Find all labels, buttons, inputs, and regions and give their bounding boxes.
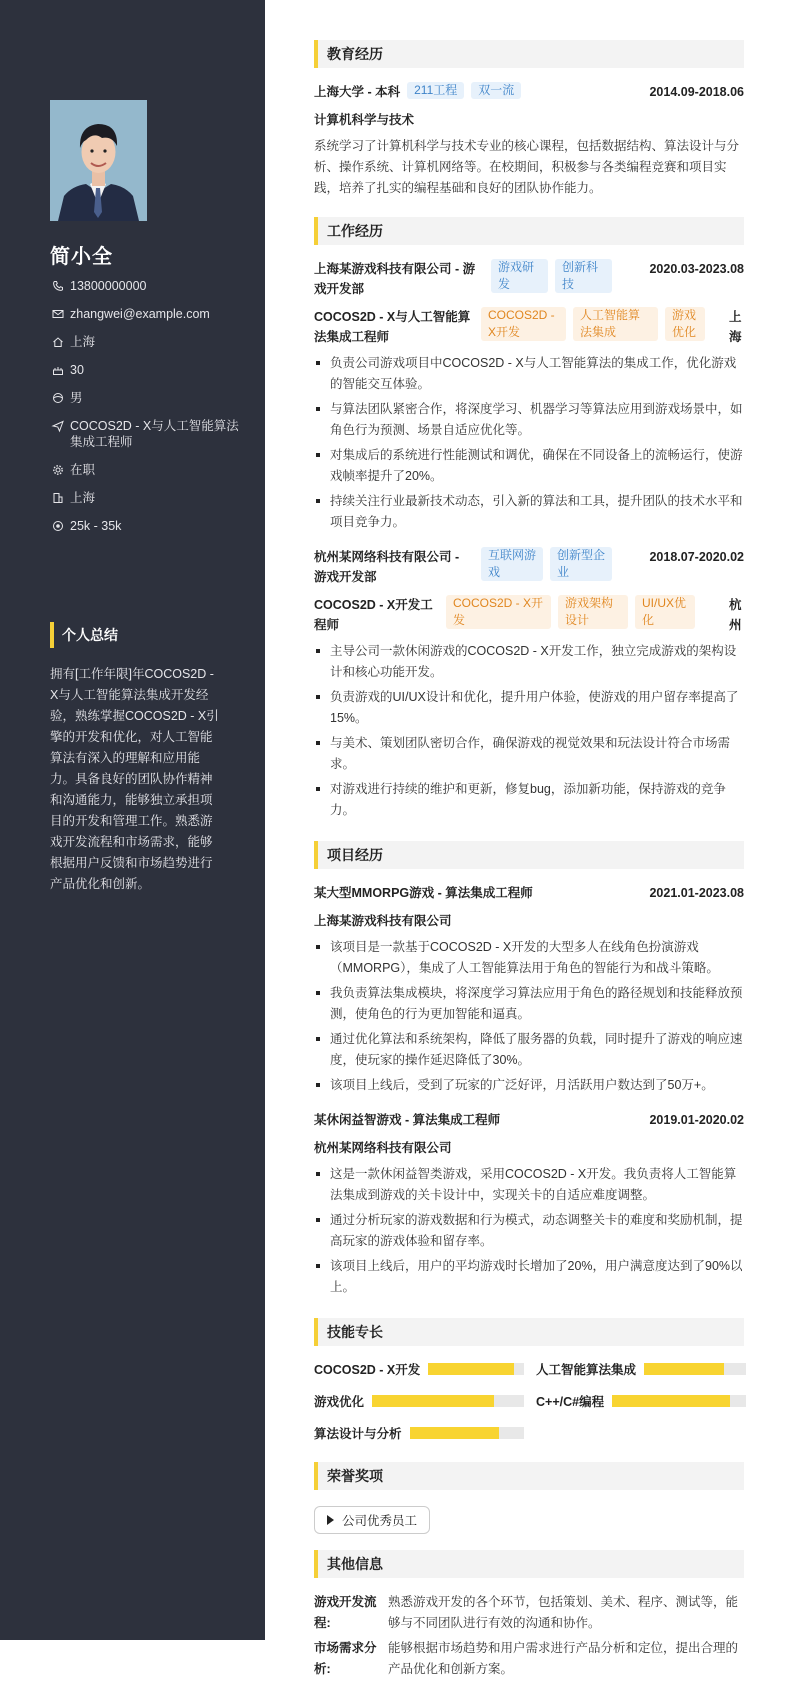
- work-company: 上海某游戏科技有限公司 - 游戏开发部: [314, 262, 476, 296]
- work-bullets: [314, 353, 744, 533]
- other-value: 能够根据市场趋势和用户需求进行产品分析和定位，提出合理的产品优化和创新方案。: [388, 1641, 739, 1676]
- home-icon: [50, 334, 66, 350]
- skill-item: [314, 1392, 524, 1410]
- other-item: [314, 1638, 744, 1680]
- skill-bar-fill: [612, 1395, 730, 1407]
- project-head: [314, 883, 744, 903]
- list-item: 对游戏进行持续的维护和更新，修复bug，添加新功能，保持游戏的竞争力。: [314, 779, 744, 821]
- main-content: [314, 40, 744, 1684]
- work-head: [314, 547, 744, 587]
- work-role-tag: 游戏优化: [665, 307, 705, 341]
- mail-icon: [50, 306, 66, 322]
- info-phone: [50, 278, 250, 294]
- list-item: 对集成后的系统进行性能测试和调优，确保在不同设备上的流畅运行，使游戏帧率提升了20%。: [314, 445, 744, 487]
- project-bullets: [314, 937, 744, 1096]
- gear-icon: [50, 462, 66, 478]
- skill-name: COCOS2D - X开发: [314, 1363, 421, 1377]
- skill-bar: [644, 1363, 746, 1375]
- skill-bar: [428, 1363, 524, 1375]
- work-role: COCOS2D - X开发工程师: [314, 598, 433, 632]
- info-age: [50, 362, 250, 378]
- education-tag: 211工程: [407, 82, 464, 99]
- work-company-tag: 游戏研发: [491, 259, 548, 293]
- other-item: [314, 1592, 744, 1634]
- skills-title: 技能专长: [314, 1318, 744, 1346]
- list-item: 负责公司游戏项目中COCOS2D - X与人工智能算法的集成工作，优化游戏的智能交互体验。: [314, 353, 744, 395]
- list-item: 与算法团队紧密合作，将深度学习、机器学习等算法应用到游戏场景中，如角色行为预测、场景自适应优化等。: [314, 399, 744, 441]
- project-bullets: [314, 1164, 744, 1298]
- skill-bar: [372, 1395, 524, 1407]
- skill-bar-fill: [372, 1395, 494, 1407]
- phone-icon: [50, 278, 66, 294]
- project-company: 杭州某网络科技有限公司: [314, 1141, 452, 1155]
- other-title: 其他信息: [314, 1550, 744, 1578]
- projects-title: 项目经历: [314, 841, 744, 869]
- project-item: [314, 883, 744, 1096]
- award-label: 公司优秀员工: [342, 1514, 418, 1528]
- project-head: [314, 1110, 744, 1130]
- list-item: 通过优化算法和系统架构，降低了服务器的负载，同时提升了游戏的响应速度，使玩家的操作延迟降低了30%。: [314, 1029, 744, 1071]
- position-text: COCOS2D - X与人工智能算法集成工程师: [70, 419, 239, 449]
- city-text: 上海: [70, 491, 96, 505]
- skill-item: [536, 1360, 746, 1378]
- skill-item: [314, 1360, 524, 1378]
- skill-bar-fill: [428, 1363, 514, 1375]
- info-email: [50, 306, 250, 322]
- skill-item: [314, 1424, 524, 1442]
- profile-name: 简小全: [50, 246, 113, 268]
- list-item: 这是一款休闲益智类游戏，采用COCOS2D - X开发。我负责将人工智能算法集成到游戏的关卡设计中，实现关卡的自适应难度调整。: [314, 1164, 744, 1206]
- work-bullets: [314, 641, 744, 821]
- list-item: 该项目上线后，受到了玩家的广泛好评，月活跃用户数达到了50万+。: [314, 1075, 744, 1096]
- skills-grid: [314, 1360, 744, 1442]
- info-position: [50, 418, 250, 450]
- skill-name: 人工智能算法集成: [536, 1363, 637, 1377]
- project-company: 上海某游戏科技有限公司: [314, 914, 452, 928]
- info-gender: [50, 390, 250, 406]
- education-desc: 系统学习了计算机科学与技术专业的核心课程，包括数据结构、算法设计与分析、操作系统、计算机网络等。在校期间，积极参与各类编程竞赛和项目实践，培养了扎实的编程基础和良好的团队协作能力。: [314, 139, 740, 195]
- other-label: 市场需求分析:: [314, 1641, 377, 1676]
- work-head: [314, 259, 744, 299]
- work-city: 杭州: [729, 598, 742, 632]
- info-status: [50, 462, 250, 478]
- other-label: 游戏开发流程:: [314, 1595, 377, 1630]
- skill-name: C++/C#编程: [536, 1395, 605, 1409]
- awards-title: 荣誉奖项: [314, 1462, 744, 1490]
- work-company: 杭州某网络科技有限公司 - 游戏开发部: [314, 550, 460, 584]
- work-title: 工作经历: [314, 217, 744, 245]
- work-role-row: [314, 595, 744, 635]
- work-role-tag: 游戏架构设计: [558, 595, 628, 629]
- work-company-tag: 互联网游戏: [481, 547, 543, 581]
- phone-text: 13800000000: [70, 279, 147, 293]
- project-date: 2021.01-2023.08: [649, 886, 744, 900]
- skill-bar-fill: [644, 1363, 724, 1375]
- work-company-tag: 创新科技: [555, 259, 612, 293]
- target-icon: [50, 518, 66, 534]
- work-item: [314, 259, 744, 533]
- work-role-tag: COCOS2D - X开发: [446, 595, 551, 629]
- location-text: 上海: [70, 335, 96, 349]
- summary-title: 个人总结: [50, 622, 118, 648]
- work-date: 2018.07-2020.02: [649, 550, 744, 564]
- skill-name: 游戏优化: [314, 1395, 365, 1409]
- work-company-tag: 创新型企业: [550, 547, 612, 581]
- email-text: zhangwei@example.com: [70, 307, 210, 321]
- project-item: [314, 1110, 744, 1298]
- work-role-row: [314, 307, 744, 347]
- list-item: 持续关注行业最新技术动态，引入新的算法和工具，提升团队的技术水平和项目竞争力。: [314, 491, 744, 533]
- avatar-photo: [50, 100, 147, 221]
- work-role-tag: COCOS2D - X开发: [481, 307, 566, 341]
- work-city: 上海: [729, 310, 742, 344]
- list-item: 该项目上线后，用户的平均游戏时长增加了20%，用户满意度达到了90%以上。: [314, 1256, 744, 1298]
- gender-icon: [50, 390, 66, 406]
- list-item: 主导公司一款休闲游戏的COCOS2D - X开发工作，独立完成游戏的架构设计和核心功能开发。: [314, 641, 744, 683]
- work-role: COCOS2D - X与人工智能算法集成工程师: [314, 310, 471, 344]
- sidebar: [0, 0, 265, 1640]
- school-name: 上海大学 - 本科: [314, 85, 401, 99]
- education-head: [314, 82, 744, 102]
- status-text: 在职: [70, 463, 96, 477]
- work-item: [314, 547, 744, 821]
- skill-bar: [410, 1427, 524, 1439]
- summary-text: 拥有[工作年限]年COCOS2D - X与人工智能算法集成开发经验，熟练掌握COCOS2D - X引擎的开发和优化，对人工智能算法有深入的理解和应用能力。具备良好的团队协作精神和沟通能力，能够独立承担项目的开发和管理工作。熟悉游戏开发流程和市场需求，能够根据用户反馈和市场趋势进行产品优化和创新。: [50, 667, 219, 891]
- list-item: 负责游戏的UI/UX设计和优化，提升用户体验，使游戏的用户留存率提高了15%。: [314, 687, 744, 729]
- gender-text: 男: [70, 391, 83, 405]
- contact-info: [50, 278, 250, 546]
- send-icon: [50, 418, 66, 434]
- skill-bar: [612, 1395, 746, 1407]
- work-role-tag: UI/UX优化: [635, 595, 695, 629]
- avatar: [50, 100, 147, 221]
- building-icon: [50, 490, 66, 506]
- education-major: 计算机科学与技术: [314, 113, 415, 127]
- info-city: [50, 490, 250, 506]
- skill-name: 算法设计与分析: [314, 1427, 402, 1441]
- other-value: 熟悉游戏开发的各个环节，包括策划、美术、程序、测试等，能够与不同团队进行有效的沟通和协作。: [388, 1595, 739, 1630]
- work-role-tag: 人工智能算法集成: [573, 307, 658, 341]
- cake-icon: [50, 362, 66, 378]
- play-icon: [327, 1515, 334, 1525]
- skill-item: [536, 1392, 746, 1410]
- info-salary: [50, 518, 250, 534]
- age-text: 30: [70, 363, 84, 377]
- skill-bar-fill: [410, 1427, 499, 1439]
- list-item: 与美术、策划团队密切合作，确保游戏的视觉效果和玩法设计符合市场需求。: [314, 733, 744, 775]
- list-item: 该项目是一款基于COCOS2D - X开发的大型多人在线角色扮演游戏（MMORPG），集成了人工智能算法用于角色的智能行为和战斗策略。: [314, 937, 744, 979]
- work-date: 2020.03-2023.08: [649, 262, 744, 276]
- project-name: 某大型MMORPG游戏 - 算法集成工程师: [314, 886, 533, 900]
- info-location: [50, 334, 250, 350]
- salary-text: 25k - 35k: [70, 519, 122, 533]
- education-title: 教育经历: [314, 40, 744, 68]
- education-date: 2014.09-2018.06: [649, 85, 744, 99]
- project-date: 2019.01-2020.02: [649, 1113, 744, 1127]
- education-tag: 双一流: [471, 82, 521, 99]
- list-item: 我负责算法集成模块，将深度学习算法应用于角色的路径规划和技能释放预测，使角色的行为更加智能和逼真。: [314, 983, 744, 1025]
- list-item: 通过分析玩家的游戏数据和行为模式，动态调整关卡的难度和奖励机制，提高玩家的游戏体验和留存率。: [314, 1210, 744, 1252]
- project-name: 某休闲益智游戏 - 算法集成工程师: [314, 1113, 501, 1127]
- award-item[interactable]: [314, 1506, 430, 1534]
